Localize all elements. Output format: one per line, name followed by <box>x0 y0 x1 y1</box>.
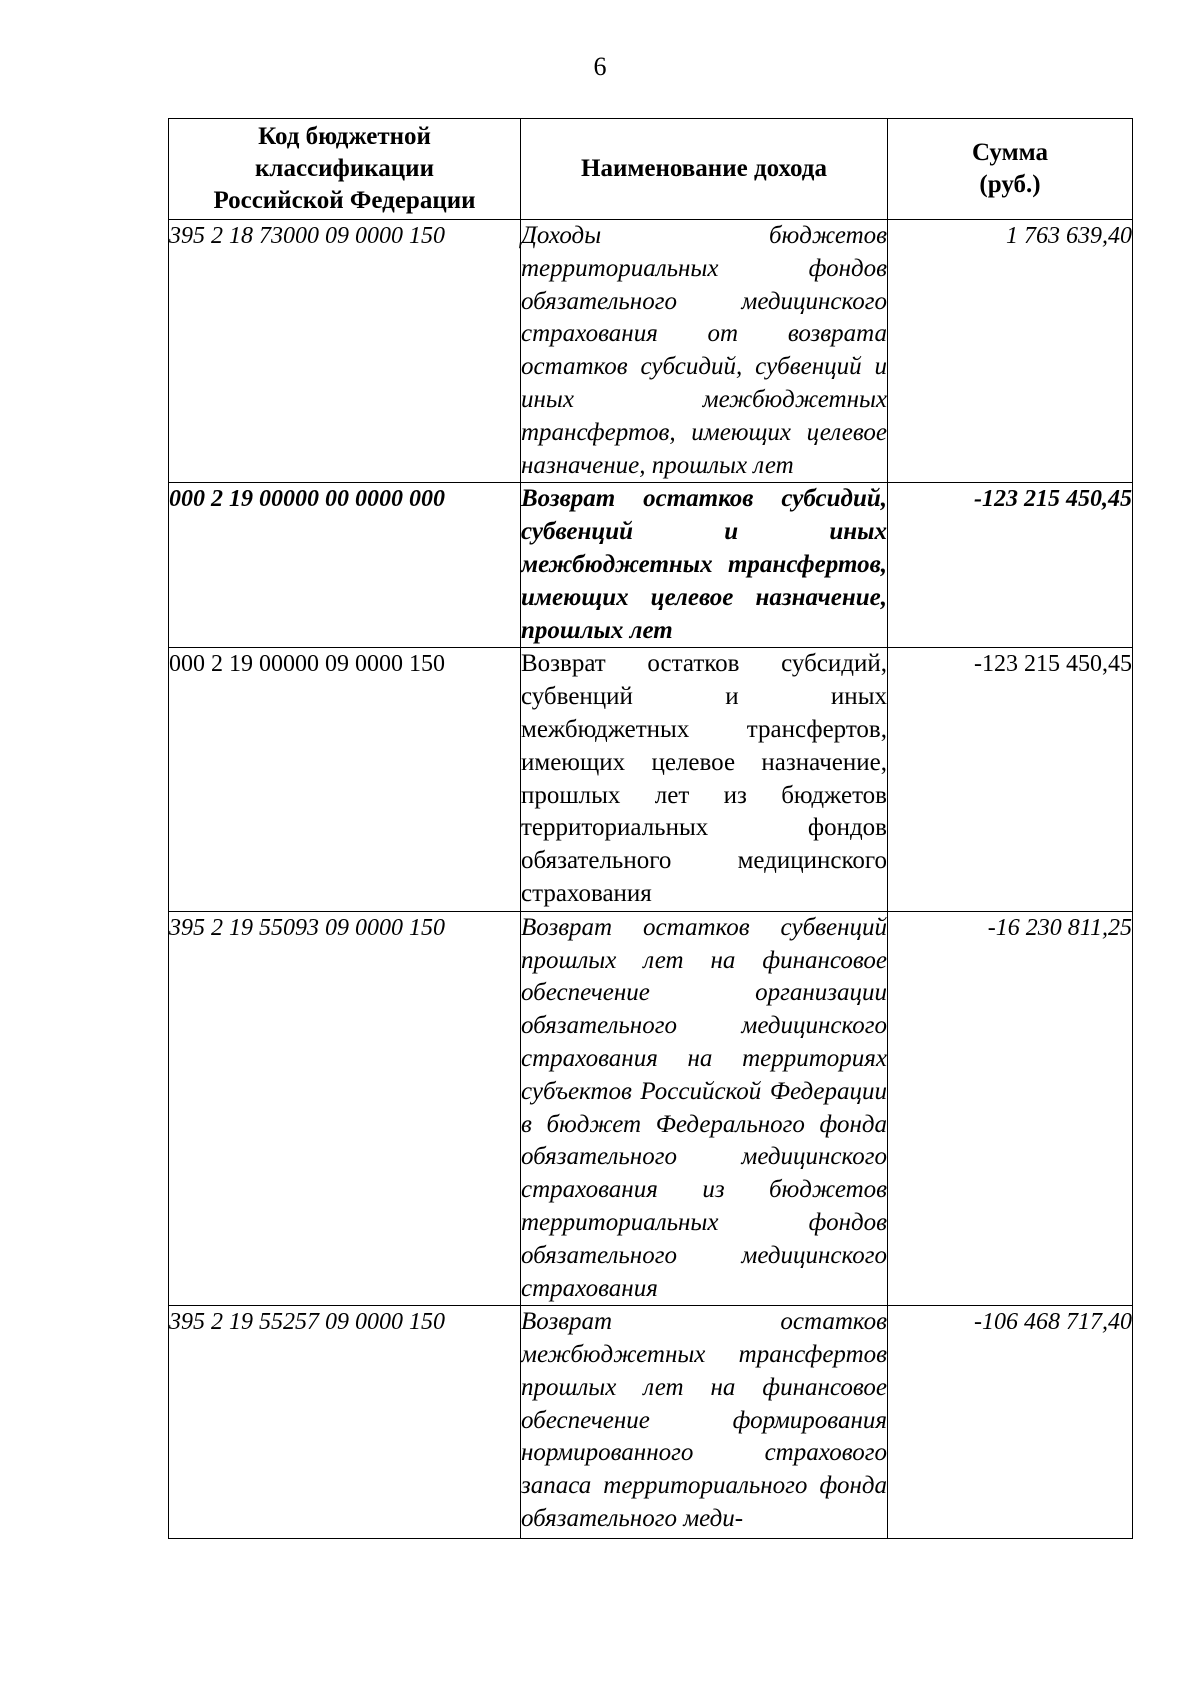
row-code: 000 2 19 00000 09 0000 150 <box>169 648 521 911</box>
row-name: Доходы бюджетов территориальных фондов обязательного медицинского страхования от возврата остатков субсидий, субвенций и иных межбюджетных трансфертов, имеющих целевое назначение, прошлых лет <box>521 220 888 483</box>
row-code: 000 2 19 00000 00 0000 000 <box>169 483 521 648</box>
table-row <box>169 483 1133 648</box>
row-sum: -123 215 450,45 <box>888 483 1133 648</box>
table-header-row <box>169 119 1133 220</box>
header-code: Код бюджетной классификации Российской Федерации <box>169 119 521 220</box>
header-name: Наименование дохода <box>521 119 888 220</box>
revenue-table <box>168 118 1133 1539</box>
row-sum: -123 215 450,45 <box>888 648 1133 911</box>
table-row <box>169 220 1133 483</box>
row-name: Возврат остатков межбюджетных трансфертов прошлых лет на финансовое обеспечение формирования нормированного страхового запаса территориального фонда обязательного меди- <box>521 1306 888 1539</box>
row-code: 395 2 18 73000 09 0000 150 <box>169 220 521 483</box>
table-row <box>169 648 1133 911</box>
row-name: Возврат остатков субсидий, субвенций и иных межбюджетных трансфертов, имеющих целевое назначение, прошлых лет из бюджетов территориальных фондов обязательного медицинского страхования <box>521 648 888 911</box>
table-row <box>169 1306 1133 1539</box>
row-code: 395 2 19 55257 09 0000 150 <box>169 1306 521 1539</box>
page-number: 6 <box>593 52 607 81</box>
table-row <box>169 911 1133 1306</box>
row-sum: -106 468 717,40 <box>888 1306 1133 1539</box>
row-name: Возврат остатков субвенций прошлых лет на финансовое обеспечение организации обязательного медицинского страхования на территориях субъектов Российской Федерации в бюджет Федерального фонда обязательного медицинского страхования из бюджетов территориальных фондов обязательного медицинского страхования <box>521 911 888 1306</box>
row-sum: -16 230 811,25 <box>888 911 1133 1306</box>
row-name: Возврат остатков субсидий, субвенций и иных межбюджетных трансфертов, имеющих целевое назначение, прошлых лет <box>521 483 888 648</box>
row-code: 395 2 19 55093 09 0000 150 <box>169 911 521 1306</box>
header-sum: Сумма (руб.) <box>888 119 1133 220</box>
row-sum: 1 763 639,40 <box>888 220 1133 483</box>
